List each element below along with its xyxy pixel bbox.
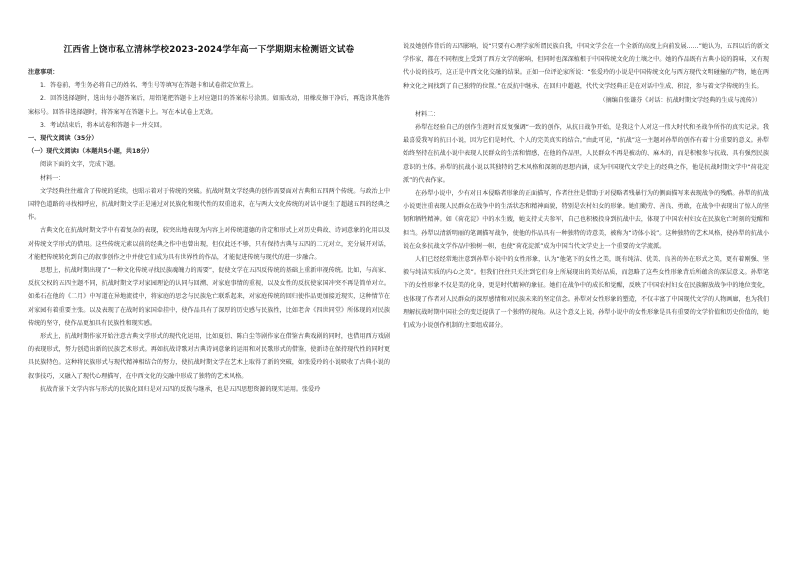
- material1-paragraph: 形式上，抗战时期作家开始注意古典文学形式的现代化运用，比如夏衍、陈白尘等剧作家在借鉴古典戏剧的同时，也借用西方戏剧的表现形式，努力创造出新的民族艺术形式。再如抗战诗歌对古典诗词意象的运用和对民歌形式的借鉴，使新诗在保持现代性的同时更具民族特色。这种将民族形式与现代精神相结合的努力，使抗战时期文学在艺术上取得了新的突破，如张爱玲的小说吸收了古典小说的叙事技巧，又融入了现代心理描写，在中西文化的交融中形成了独特的艺术风格。: [28, 333, 390, 380]
- material2-paragraph: 在孙犁小说中，少有对日本侵略者形象的正面描写，作者往往是借助于对侵略者残暴行为的侧面描写来表现战争的残酷。孙犁的抗战小说更注重表现人民群众在战争中的生活状态和精神面貌，特别是农村妇女的形象。她们勤劳、善良、勇敢，在战争中表现出了惊人的坚韧和牺牲精神。如《荷花淀》中的水生嫂，她支持丈夫参军，自己也积极投身到抗战中去，体现了中国农村妇女在民族危亡时刻的觉醒和担当。孙犁以清新明丽的笔调描写战争，使他的作品具有一种独特的诗意美，被称为“诗体小说”。这种独特的艺术风格，使孙犁的抗战小说在众多抗战文学作品中独树一帜，也使“荷花淀派”成为中国当代文学史上一个重要的文学流派。: [403, 190, 769, 250]
- material1-label: 材料一：: [40, 174, 65, 182]
- section-title: 一、现代文阅读（35分）: [28, 135, 98, 143]
- note-item-1: 1．答卷前，考生务必将自己的姓名、考生号等填写在答题卡和试卷指定位置上。: [40, 82, 258, 90]
- section-instruction: 阅读下面的文字，完成下题。: [40, 161, 120, 169]
- notes-heading: 注意事项：: [28, 69, 59, 76]
- note-item-2: 2．回答选择题时，选出每小题答案后，用铅笔把答题卡上对应题目的答案标号涂黑。如需改动，用橡皮擦干净后，再选涂其他答案标号。回答非选择题时，将答案写在答题卡上。写在本试卷上无效。: [28, 95, 390, 116]
- intro-paragraph: 说及她创作背后的五四影响，说“只要有心理学家所谓民族自我，中国文学会在一个全新的高度上向前发展……”她认为，五四以后的新文学作家，都在不同程度上受到了西方文学的影响，但同时也深深植根于中国传统文化的土壤之中。她的作品既有古典小说的韵味，又有现代小说的技巧，这正是中西文化交融的结果。正如一位评论家所说：“张爱玲的小说是中国传统文化与西方现代文明碰撞的产物，她在两种文化之间找到了自己独特的位置。”在反抗中继承、在回归中超越，代代文学经典正是在对话中生成、积淀，参与着文学传统的生长。: [403, 43, 769, 90]
- material2-label: 材料二：: [415, 110, 440, 118]
- left-column: [28, 0, 390, 562]
- material1-paragraph: 古典文化在抗战时期文学中有着复杂的表现，较突出地表现为内容上对传统道德的肯定和形式上对历史典故、诗词意象的化用以及对传统文学形式的借用。这些传统元素以前的经典之作中也曾出现，但仅此还不够，只有保持古典与五四的二元对立，充分展开对话，才能把传统转化到自己的叙事创作之中并使它们成为具有世界性的作品，才能促进传统与现代的进一步融合。: [28, 227, 390, 261]
- material1-paragraph: 思想上，抗战时期出现了“一种文化传统寻找民族魂魄力的需要”，促使文学在五四反传统的基础上重新审视传统。比如，与高家、反抗父权的五四主题不同，抗战时期文学对家园理论的认同与回溯、对家庭事情的重视，以及女性的反抗使家国冲突不再是简单对立。如柔石在他的《二月》中写道在异地流徙中，将家庭的思念与民族危亡联系起来，对家庭传统的回归使作品更加接近现实，这种情节在对家园有着重要主张。以及表现了在战时的家国牵挂中，使作品具有了深厚的历史感与民族性，比如老舍《四世同堂》所体现的对民族传统的坚守，使作品更加具有民族性和现实感。: [28, 267, 390, 327]
- right-column: [403, 0, 769, 562]
- note-item-3: 3．考试结束后，将本试卷和答题卡一并交回。: [40, 121, 166, 129]
- material1-paragraph: 抗战背景下文学内容与形式的民族化回归是对五四的反拨与继承，也是五四思想资源的现实运用。张爱玲: [40, 385, 321, 393]
- exam-title: 江西省上饶市私立清林学校2023-2024学年高一下学期期末检测语文试卷: [63, 45, 355, 55]
- material2-paragraph: 人们已经经常地注意到孙犁小说中的女性形象，认为“他笔下的女性之美，既有纯洁、优美、良善的外在形式之美，更有着刚强、坚毅与纯洁实质的内心之美”。但我们往往只关注到它们身上所展现出的美好品质，而忽略了这些女性形象背后所蕴含的深层意义。孙犁笔下的女性形象不仅是美的化身，更是时代精神的象征。她们在战争中的成长和觉醒，反映了中国农村妇女在民族解放战争中的地位变化，也体现了作者对人民群众的深厚感情和对民族未来的坚定信念。孙犁对女性形象的塑造，不仅丰富了中国现代文学的人物画廊，也为我们理解抗战时期中国社会的变迁提供了一个独特的视角。从这个意义上说，孙犁小说中的女性形象是具有重要的文学价值和历史价值的，她们成为小说创作机制的主要组成部分。: [403, 256, 769, 330]
- material1-paragraph: 文学经典往往蕴含了传统的延续，也昭示着对于传统的突破。抗战时期文学经典的创作需要面对古典和五四两个传统。与政治上中国特色道路的寻找相呼应，抗战时期文学正是通过对民族化和现代性的双重追求，在与两大文化传统的对话中诞生了超越五四的经典之作。: [28, 187, 390, 222]
- material2-paragraph: 孙犁在经验自己的创作生涯时首反复强调“一致的创作，从抗日战争开始，是我这个人对这一伟大时代和圣战争所作的真实记录。我最喜爱我写的抗日小说，因为它们是时代、个人的完美真实的结合。”由此可见，“抗战”这一主题对孙犁的创作有着十分重要的意义。孙犁始终坚持在抗战小说中表现人民群众的生活和情感，在他的作品里，人民群众不再是被动的、麻木的，而是积极参与抗战、具有强烈民族意识的主体。孙犁的抗战小说以其独特的艺术风格和深刻的思想内涵，成为中国现代文学史上的经典之作，他是抗战时期文学中“荷花淀派”的代表作家。: [403, 124, 769, 184]
- section-subtitle: （一）现代文阅读Ⅰ（本题共5小题，共18分）: [28, 148, 153, 156]
- source-citation: （摘编自张谦芬《对话：抗战时期文学经典的生成与流传》）: [599, 96, 761, 104]
